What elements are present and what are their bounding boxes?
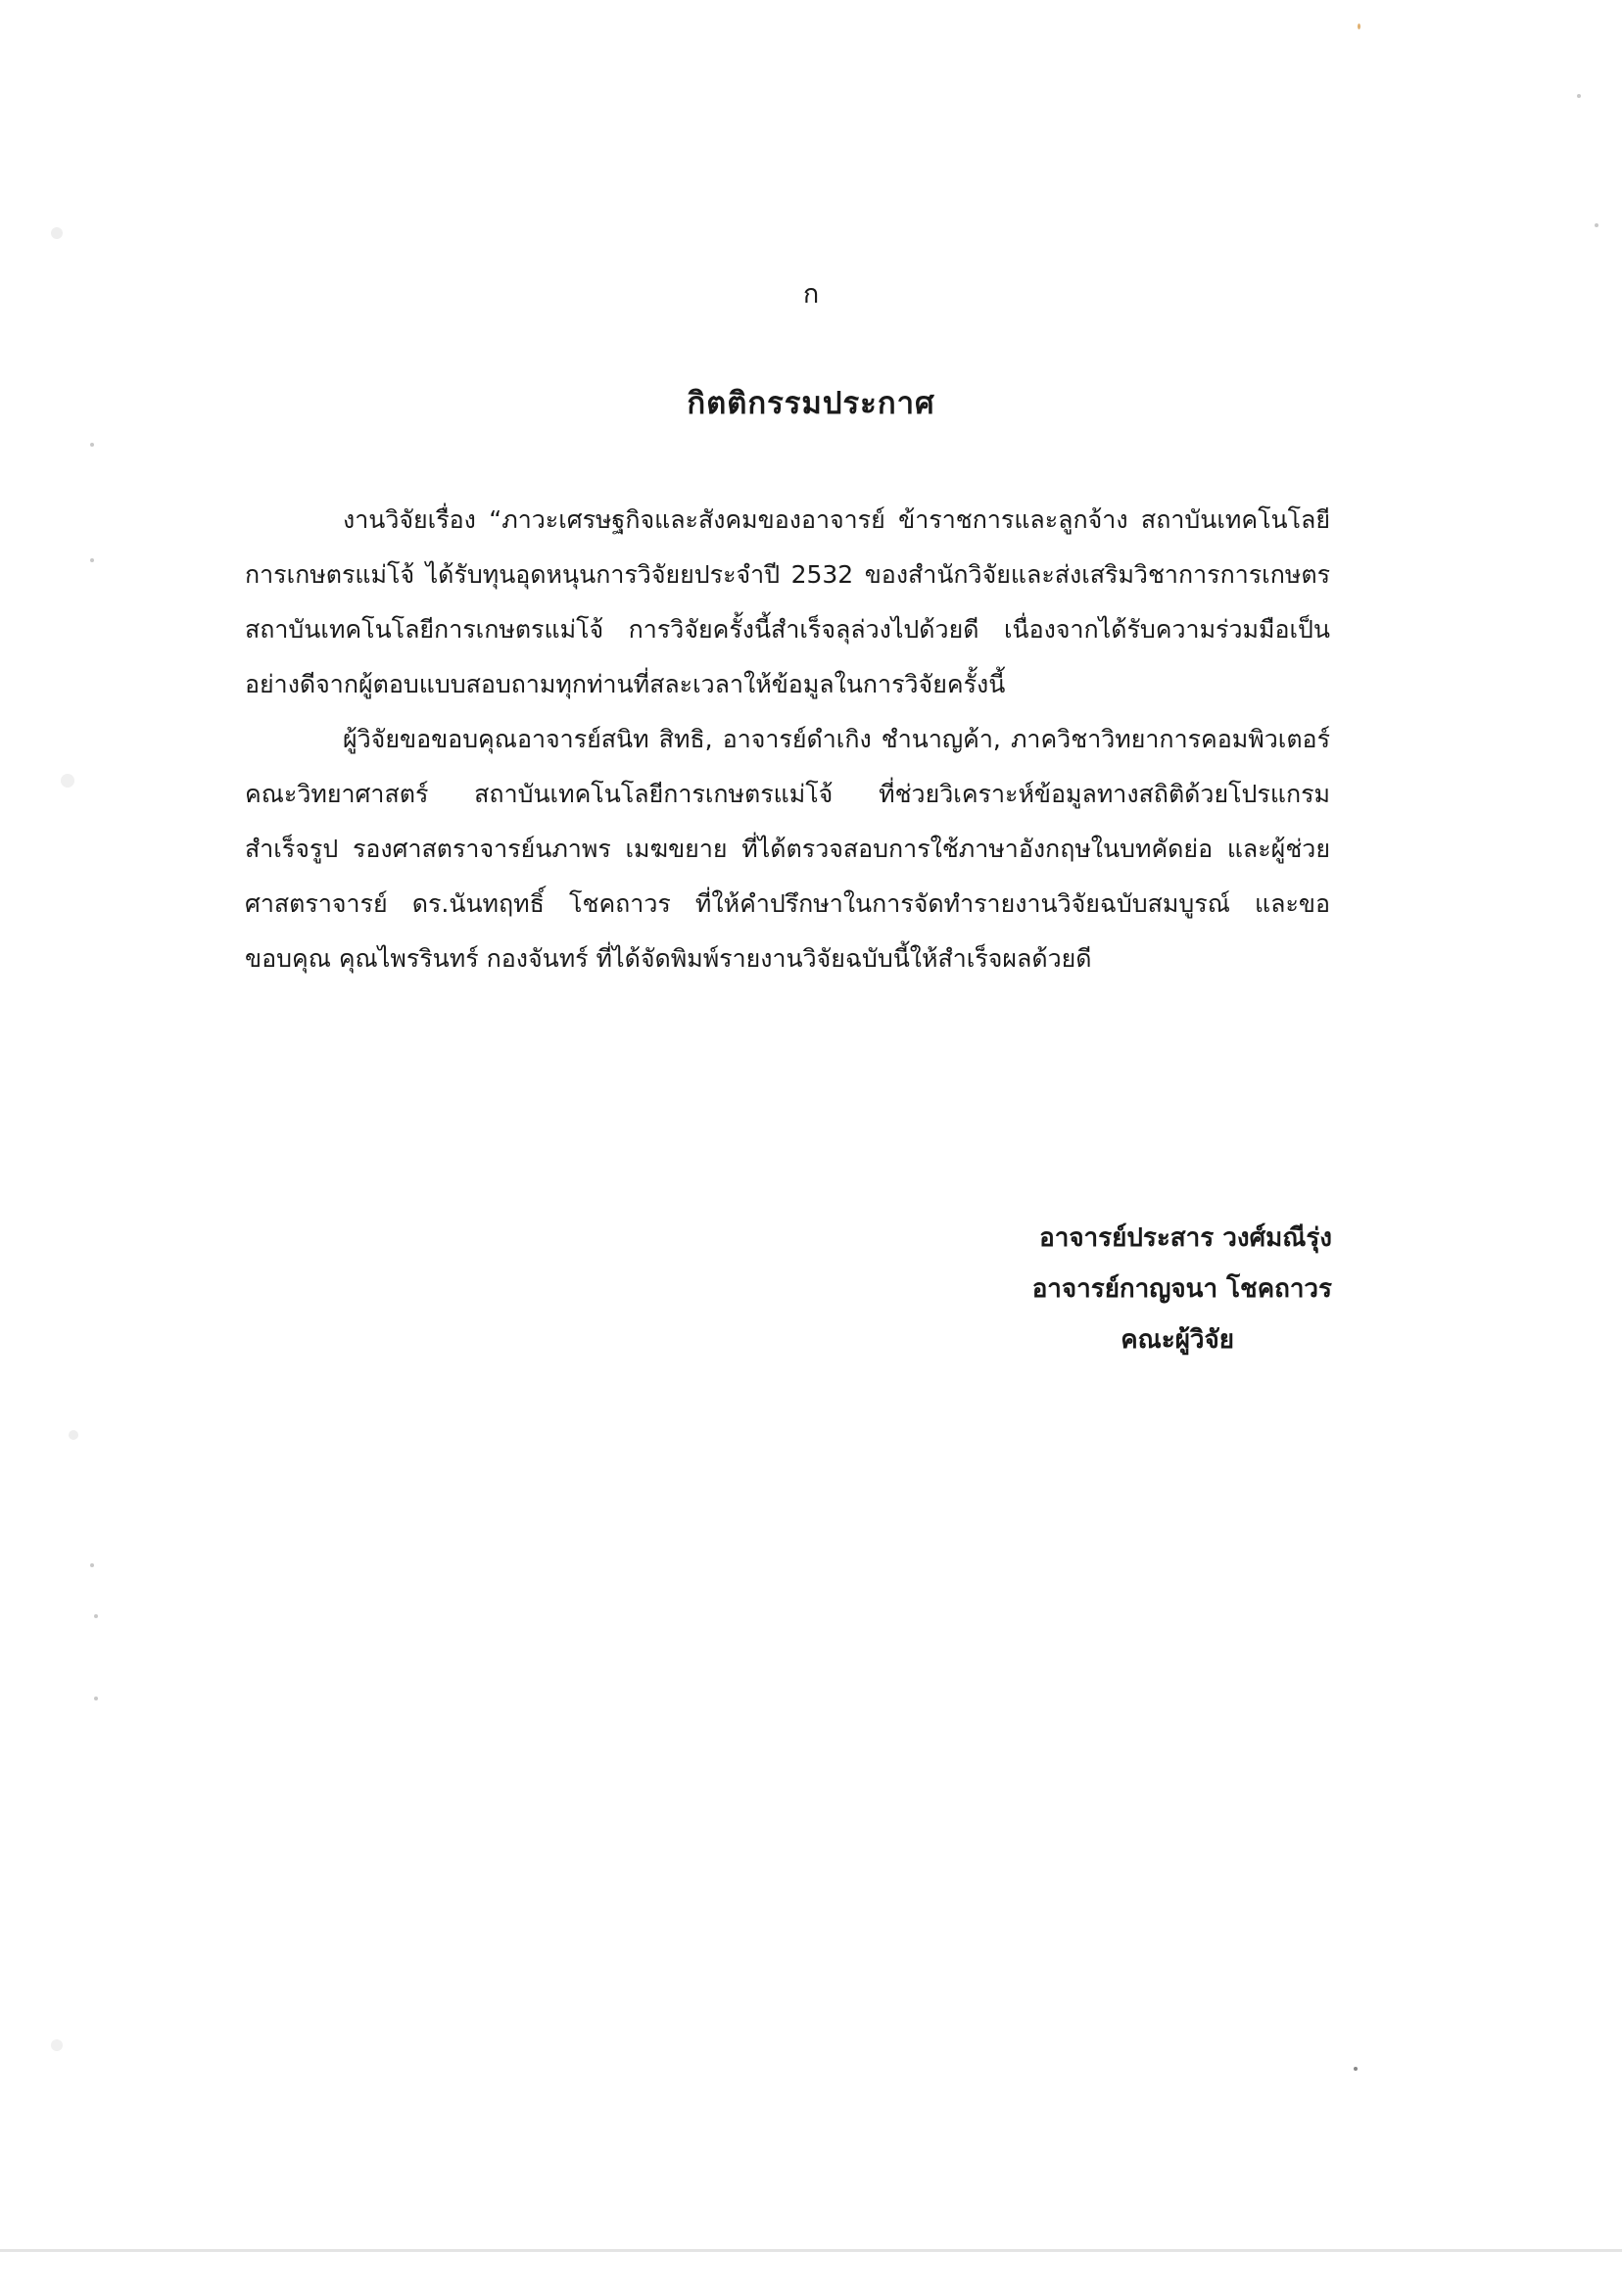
scan-speck [90,558,94,562]
scan-speck [90,443,94,447]
scan-speck [1358,24,1360,29]
page-number: ก [802,279,820,310]
signature-block [911,1213,1332,1365]
scan-speck [1354,2067,1358,2071]
researcher-name-2: อาจารย์กาญจนา โชคถาวร [1031,1274,1332,1304]
paragraph-thanks: ผู้วิจัยขอขอบคุณอาจารย์สนิท สิทธิ, อาจารย์ดำเกิง ชำนาญค้า, ภาควิชาวิทยาการคอมพิวเตอร์ คณะวิทยาศาสตร์ สถาบันเทคโนโลยีการเกษตรแม่โจ้ ที่ช่วยวิเคราะห์ข้อมูลทางสถิติด้วยโปรแกรมสำเร็จรูป รองศาสตราจารย์นภาพร เมฆขยาย ที่ได้ตรวจสอบการใช้ภาษาอังกฤษในบทคัดย่อ และผู้ช่วยศาสตราจารย์ ดร.นันทฤทธิ์ โชคถาวร ที่ให้คำปรึกษาในการจัดทำรายงานวิจัยฉบับสมบูรณ์ และขอขอบคุณ คุณไพรรินทร์ กองจันทร์ ที่ได้จัดพิมพ์รายงานวิจัยฉบับนี้ให้สำเร็จผลด้วยดี [245,725,1330,973]
scan-speck [94,1614,98,1618]
scan-speck [1595,223,1598,227]
scan-speck [51,227,63,239]
scan-speck [69,1430,78,1440]
research-team-label: คณะผู้วิจัย [1121,1325,1234,1355]
scan-speck [90,1563,94,1567]
paragraph-intro: งานวิจัยเรื่อง “ภาวะเศรษฐกิจและสังคมของอาจารย์ ข้าราชการและลูกจ้าง สถาบันเทคโนโลยีการเกษตรแม่โจ้ ได้รับทุนอุดหนุนการวิจัยยประจำปี 2532 ของสำนักวิจัยและส่งเสริมวิชาการการเกษตร สถาบันเทคโนโลยีการเกษตรแม่โจ้ การวิจัยครั้งนี้สำเร็จลุล่วงไปด้วยดี เนื่องจากได้รับความร่วมมือเป็นอย่างดีจากผู้ตอบแบบสอบถามทุกท่านที่สละเวลาให้ข้อมูลในการวิจัยครั้งนี้ [245,505,1330,698]
page-title: กิตติกรรมประกาศ [687,386,935,421]
scan-speck [1577,94,1581,98]
scan-speck [61,774,74,788]
researcher-name-1: อาจารย์ประสาร วงศ์มณีรุ่ง [1039,1223,1332,1253]
scan-speck [94,1697,98,1700]
page-edge [0,2249,1622,2252]
acknowledgement-body [245,493,1330,986]
scan-speck [51,2039,63,2051]
